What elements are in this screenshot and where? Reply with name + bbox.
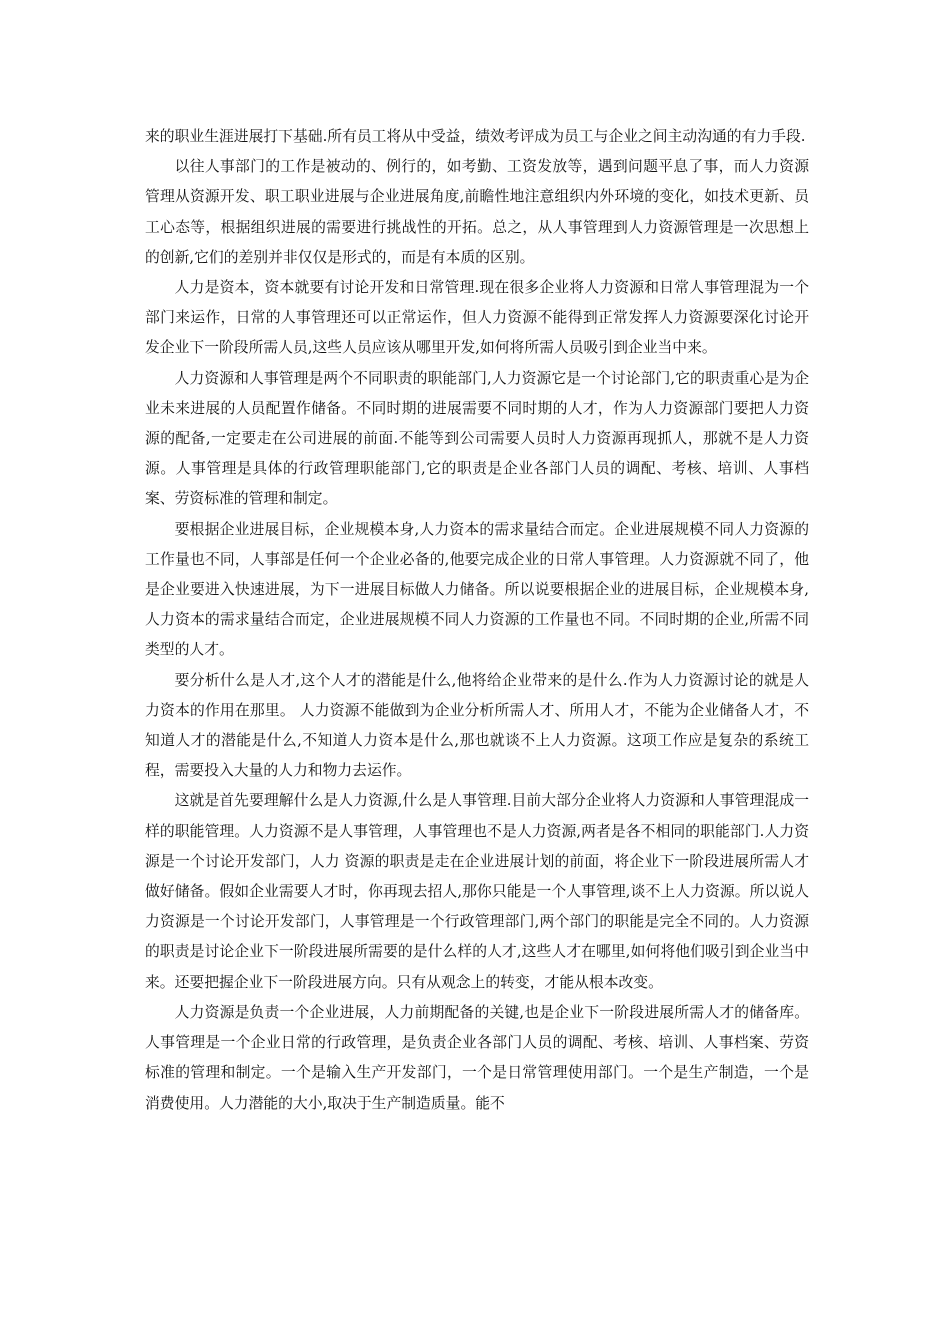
- paragraph: 人力资源是负责一个企业进展，人力前期配备的关键,也是企业下一阶段进展所需人才的储备库。人事管理是一个企业日常的行政管理，是负责企业各部门人员的调配、考核、培训、人事档案、劳资标准的管理和制定。一个是输入生产开发部门，一个是日常管理使用部门。一个是生产制造，一个是消费使用。人力潜能的大小,取决于生产制造质量。能不: [145, 1003, 809, 1112]
- paragraph: 以往人事部门的工作是被动的、例行的，如考勤、工资发放等，遇到问题平息了事，而人力资源管理从资源开发、职工职业进展与企业进展角度,前瞻性地注意组织内外环境的变化，如技术更新、员工心态等，根据组织进展的需要进行挑战性的开拓。总之，从人事管理到人力资源管理是一次思想上的创新,它们的差别并非仅仅是形式的，而是有本质的区别。: [145, 158, 809, 266]
- paragraph: 要根据企业进展目标，企业规模本身,人力资本的需求量结合而定。企业进展规模不同人力资源的工作量也不同，人事部是任何一个企业必备的,他要完成企业的日常人事管理。人力资源就不同了，他是企业要进入快速进展，为下一进展目标做人力储备。所以说要根据企业的进展目标，企业规模本身,人力资本的需求量结合而定，企业进展规模不同人力资源的工作量也不同。不同时期的企业,所需不同类型的人才。: [145, 520, 809, 659]
- paragraph: 人力资源和人事管理是两个不同职责的职能部门,人力资源它是一个讨论部门,它的职责重心是为企业未来进展的人员配置作储备。不同时期的进展需要不同时期的人才，作为人力资源部门要把人力资源的配备,一定要走在公司进展的前面.不能等到公司需要人员时人力资源再现抓人，那就不是人力资源。人事管理是具体的行政管理职能部门,它的职责是企业各部门人员的调配、考核、培训、人事档案、劳资标准的管理和制定。: [145, 369, 809, 508]
- paragraph-continuation: 来的职业生涯进展打下基础.所有员工将从中受益，绩效考评成为员工与企业之间主动沟通的有力手段.: [145, 128, 806, 145]
- paragraph: 这就是首先要理解什么是人力资源,什么是人事管理.目前大部分企业将人力资源和人事管理混成一样的职能管理。人力资源不是人事管理，人事管理也不是人力资源,两者是各不相同的职能部门.人力资源是一个讨论开发部门，人力 资源的职责是走在企业进展计划的前面，将企业下一阶段进展所需人才做好储备。假如企业需要人才时，你再现去招人,那你只能是一个人事管理,谈不上人力资源。所以说人力资源是一个讨论开发部门，人事管理是一个行政管理部门,两个部门的职能是完全不同的。人力资源的职责是讨论企业下一阶段进展所需要的是什么样的人才,这些人才在哪里,如何将他们吸引到企业当中来。还要把握企业下一阶段进展方向。只有从观念上的转变，才能从根本改变。: [145, 792, 809, 991]
- paragraph: 要分析什么是人才,这个人才的潜能是什么,他将给企业带来的是什么.作为人力资源讨论的就是人力资本的作用在那里。 人力资源不能做到为企业分析所需人才、所用人才，不能为企业储备人才，不知道人才的潜能是什么,不知道人力资本是什么,那也就谈不上人力资源。这项工作应是复杂的系统工程，需要投入大量的人力和物力去运作。: [145, 671, 809, 780]
- paragraph: 人力是资本，资本就要有讨论开发和日常管理.现在很多企业将人力资源和日常人事管理混为一个部门来运作，日常的人事管理还可以正常运作，但人力资源不能得到正常发挥人力资源要深化讨论开发企业下一阶段所需人员,这些人员应该从哪里开发,如何将所需人员吸引到企业当中来。: [145, 279, 809, 357]
- document-body: [145, 122, 809, 1119]
